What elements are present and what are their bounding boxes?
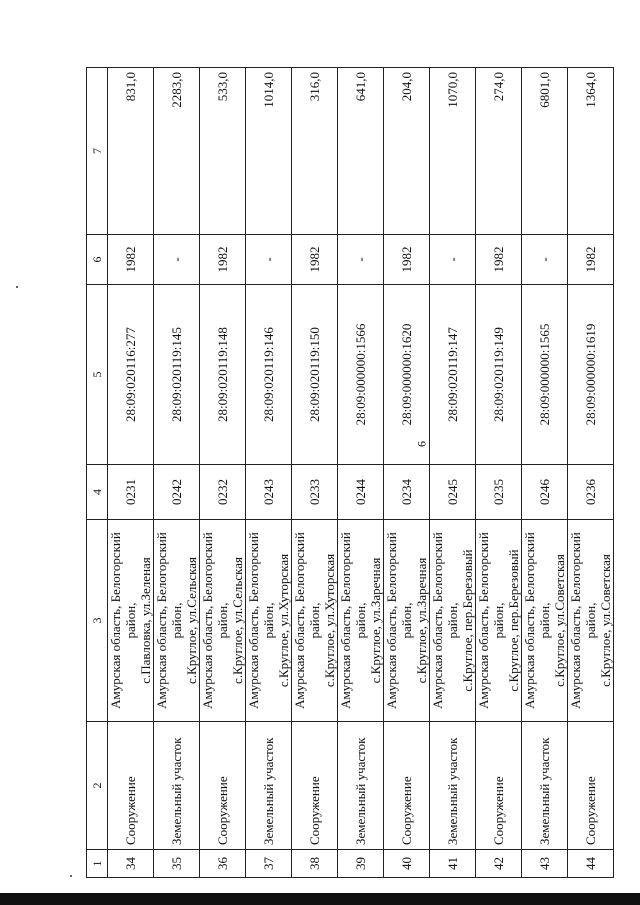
table-row bbox=[338, 68, 384, 878]
object-type-cell: Сооружение bbox=[108, 722, 154, 850]
year-cell: - bbox=[522, 235, 568, 285]
value-cell: 316,0 bbox=[292, 68, 338, 235]
table-row bbox=[292, 68, 338, 878]
value-cell: 6801,0 bbox=[522, 68, 568, 235]
address-cell bbox=[476, 520, 522, 722]
header-row bbox=[87, 68, 108, 878]
cadastral-number-cell: 28:09:000000:1565 bbox=[522, 285, 568, 465]
address-cell bbox=[430, 520, 476, 722]
row-number-cell: 40 bbox=[384, 850, 430, 878]
address-line: Амурская область, Белогорский район, bbox=[522, 532, 552, 709]
address-cell bbox=[154, 520, 200, 722]
cadastral-number-cell: 28:09:000000:1619 bbox=[568, 285, 614, 465]
value-cell: 831,0 bbox=[108, 68, 154, 235]
scan-border bbox=[0, 893, 640, 905]
year-cell: - bbox=[338, 235, 384, 285]
value-cell: 533,0 bbox=[200, 68, 246, 235]
address-line: Амурская область, Белогорский район, bbox=[292, 532, 322, 709]
year-cell: - bbox=[154, 235, 200, 285]
row-number-cell: 38 bbox=[292, 850, 338, 878]
row-number-cell: 42 bbox=[476, 850, 522, 878]
value-cell: 1070,0 bbox=[430, 68, 476, 235]
row-number-cell: 41 bbox=[430, 850, 476, 878]
year-cell: 1982 bbox=[200, 235, 246, 285]
address-line: Амурская область, Белогорский район, bbox=[108, 532, 138, 709]
address-cell bbox=[200, 520, 246, 722]
cadastral-number-cell: 28:09:020116:277 bbox=[108, 285, 154, 465]
value-cell: 204,0 bbox=[384, 68, 430, 235]
object-type-cell: Сооружение bbox=[384, 722, 430, 850]
code-cell: 0231 bbox=[108, 465, 154, 520]
scan-speck bbox=[16, 286, 18, 288]
address-line: Амурская область, Белогорский район, bbox=[384, 532, 414, 709]
cadastral-number-cell: 28:09:000000:1620 bbox=[384, 285, 430, 465]
address-line: с.Круглое, ул.Хуторская bbox=[276, 553, 291, 688]
code-cell: 0234 bbox=[384, 465, 430, 520]
value-cell: 1364,0 bbox=[568, 68, 614, 235]
row-number-cell: 35 bbox=[154, 850, 200, 878]
object-type-cell: Земельный участок bbox=[430, 722, 476, 850]
cadastral-number-cell: 28:09:020119:149 bbox=[476, 285, 522, 465]
row-number-cell: 37 bbox=[246, 850, 292, 878]
scan-speck bbox=[70, 875, 72, 877]
address-line: с.Круглое, ул.Заречная bbox=[368, 557, 383, 684]
row-number-cell: 44 bbox=[568, 850, 614, 878]
cadastral-number-cell: 28:09:020119:147 bbox=[430, 285, 476, 465]
cadastral-number-cell: 28:09:020119:145 bbox=[154, 285, 200, 465]
address-cell bbox=[338, 520, 384, 722]
address-line: с.Круглое, ул.Советская bbox=[598, 554, 613, 687]
code-cell: 0235 bbox=[476, 465, 522, 520]
cadastral-number-cell: 28:09:020119:150 bbox=[292, 285, 338, 465]
address-line: с.Круглое, пер.Березовый bbox=[506, 549, 521, 692]
address-cell bbox=[384, 520, 430, 722]
rotated-table-container bbox=[86, 68, 613, 878]
address-line: с.Круглое, ул.Хуторская bbox=[322, 553, 337, 688]
address-line: с.Круглое, ул.Сельская bbox=[230, 557, 245, 684]
address-line: с.Круглое, пер.Березовый bbox=[460, 549, 475, 692]
address-cell bbox=[246, 520, 292, 722]
value-cell: 641,0 bbox=[338, 68, 384, 235]
header-cell: 3 bbox=[87, 520, 108, 722]
header-cell: 2 bbox=[87, 722, 108, 850]
address-line: Амурская область, Белогорский район, bbox=[568, 532, 598, 709]
table-row bbox=[430, 68, 476, 878]
object-type-cell: Сооружение bbox=[292, 722, 338, 850]
address-line: с.Круглое, ул.Советская bbox=[552, 554, 567, 687]
row-number-cell: 43 bbox=[522, 850, 568, 878]
table-row bbox=[108, 68, 154, 878]
object-type-cell: Земельный участок bbox=[522, 722, 568, 850]
address-line: Амурская область, Белогорский район, bbox=[246, 532, 276, 709]
property-table bbox=[86, 67, 614, 878]
address-line: с.Круглое, ул.Заречная bbox=[414, 557, 429, 684]
year-cell: 1982 bbox=[568, 235, 614, 285]
table-row bbox=[522, 68, 568, 878]
cadastral-number-cell: 28:09:020119:148 bbox=[200, 285, 246, 465]
table-row bbox=[568, 68, 614, 878]
address-line: Амурская область, Белогорский район, bbox=[200, 532, 230, 709]
header-cell: 7 bbox=[87, 68, 108, 235]
code-cell: 0236 bbox=[568, 465, 614, 520]
address-cell bbox=[522, 520, 568, 722]
code-cell: 0244 bbox=[338, 465, 384, 520]
table-row bbox=[200, 68, 246, 878]
address-line: Амурская область, Белогорский район, bbox=[338, 532, 368, 709]
value-cell: 274,0 bbox=[476, 68, 522, 235]
page-number: 6 bbox=[414, 441, 429, 447]
header-cell: 4 bbox=[87, 465, 108, 520]
code-cell: 0242 bbox=[154, 465, 200, 520]
address-line: Амурская область, Белогорский район, bbox=[430, 532, 460, 709]
header-cell: 1 bbox=[87, 850, 108, 878]
year-cell: 1982 bbox=[108, 235, 154, 285]
year-cell: 1982 bbox=[476, 235, 522, 285]
cadastral-number-cell: 28:09:020119:146 bbox=[246, 285, 292, 465]
year-cell: 1982 bbox=[292, 235, 338, 285]
code-cell: 0233 bbox=[292, 465, 338, 520]
year-cell: - bbox=[246, 235, 292, 285]
address-line: Амурская область, Белогорский район, bbox=[154, 532, 184, 709]
address-cell bbox=[292, 520, 338, 722]
object-type-cell: Земельный участок bbox=[154, 722, 200, 850]
table-row bbox=[476, 68, 522, 878]
row-number-cell: 36 bbox=[200, 850, 246, 878]
code-cell: 0245 bbox=[430, 465, 476, 520]
object-type-cell: Сооружение bbox=[568, 722, 614, 850]
address-cell bbox=[108, 520, 154, 722]
row-number-cell: 39 bbox=[338, 850, 384, 878]
address-cell bbox=[568, 520, 614, 722]
year-cell: 1982 bbox=[384, 235, 430, 285]
header-cell: 6 bbox=[87, 235, 108, 285]
object-type-cell: Сооружение bbox=[200, 722, 246, 850]
table-row bbox=[246, 68, 292, 878]
row-number-cell: 34 bbox=[108, 850, 154, 878]
address-line: Амурская область, Белогорский район, bbox=[476, 532, 506, 709]
code-cell: 0246 bbox=[522, 465, 568, 520]
cadastral-number-cell: 28:09:000000:1566 bbox=[338, 285, 384, 465]
value-cell: 1014,0 bbox=[246, 68, 292, 235]
year-cell: - bbox=[430, 235, 476, 285]
address-line: с.Круглое, ул.Сельская bbox=[184, 557, 199, 684]
table-row bbox=[384, 68, 430, 878]
code-cell: 0243 bbox=[246, 465, 292, 520]
object-type-cell: Земельный участок bbox=[246, 722, 292, 850]
object-type-cell: Земельный участок bbox=[338, 722, 384, 850]
code-cell: 0232 bbox=[200, 465, 246, 520]
address-line: с.Павловка, ул.Зеленая bbox=[138, 557, 153, 684]
table-row bbox=[154, 68, 200, 878]
value-cell: 2283,0 bbox=[154, 68, 200, 235]
header-cell: 5 bbox=[87, 285, 108, 465]
object-type-cell: Сооружение bbox=[476, 722, 522, 850]
